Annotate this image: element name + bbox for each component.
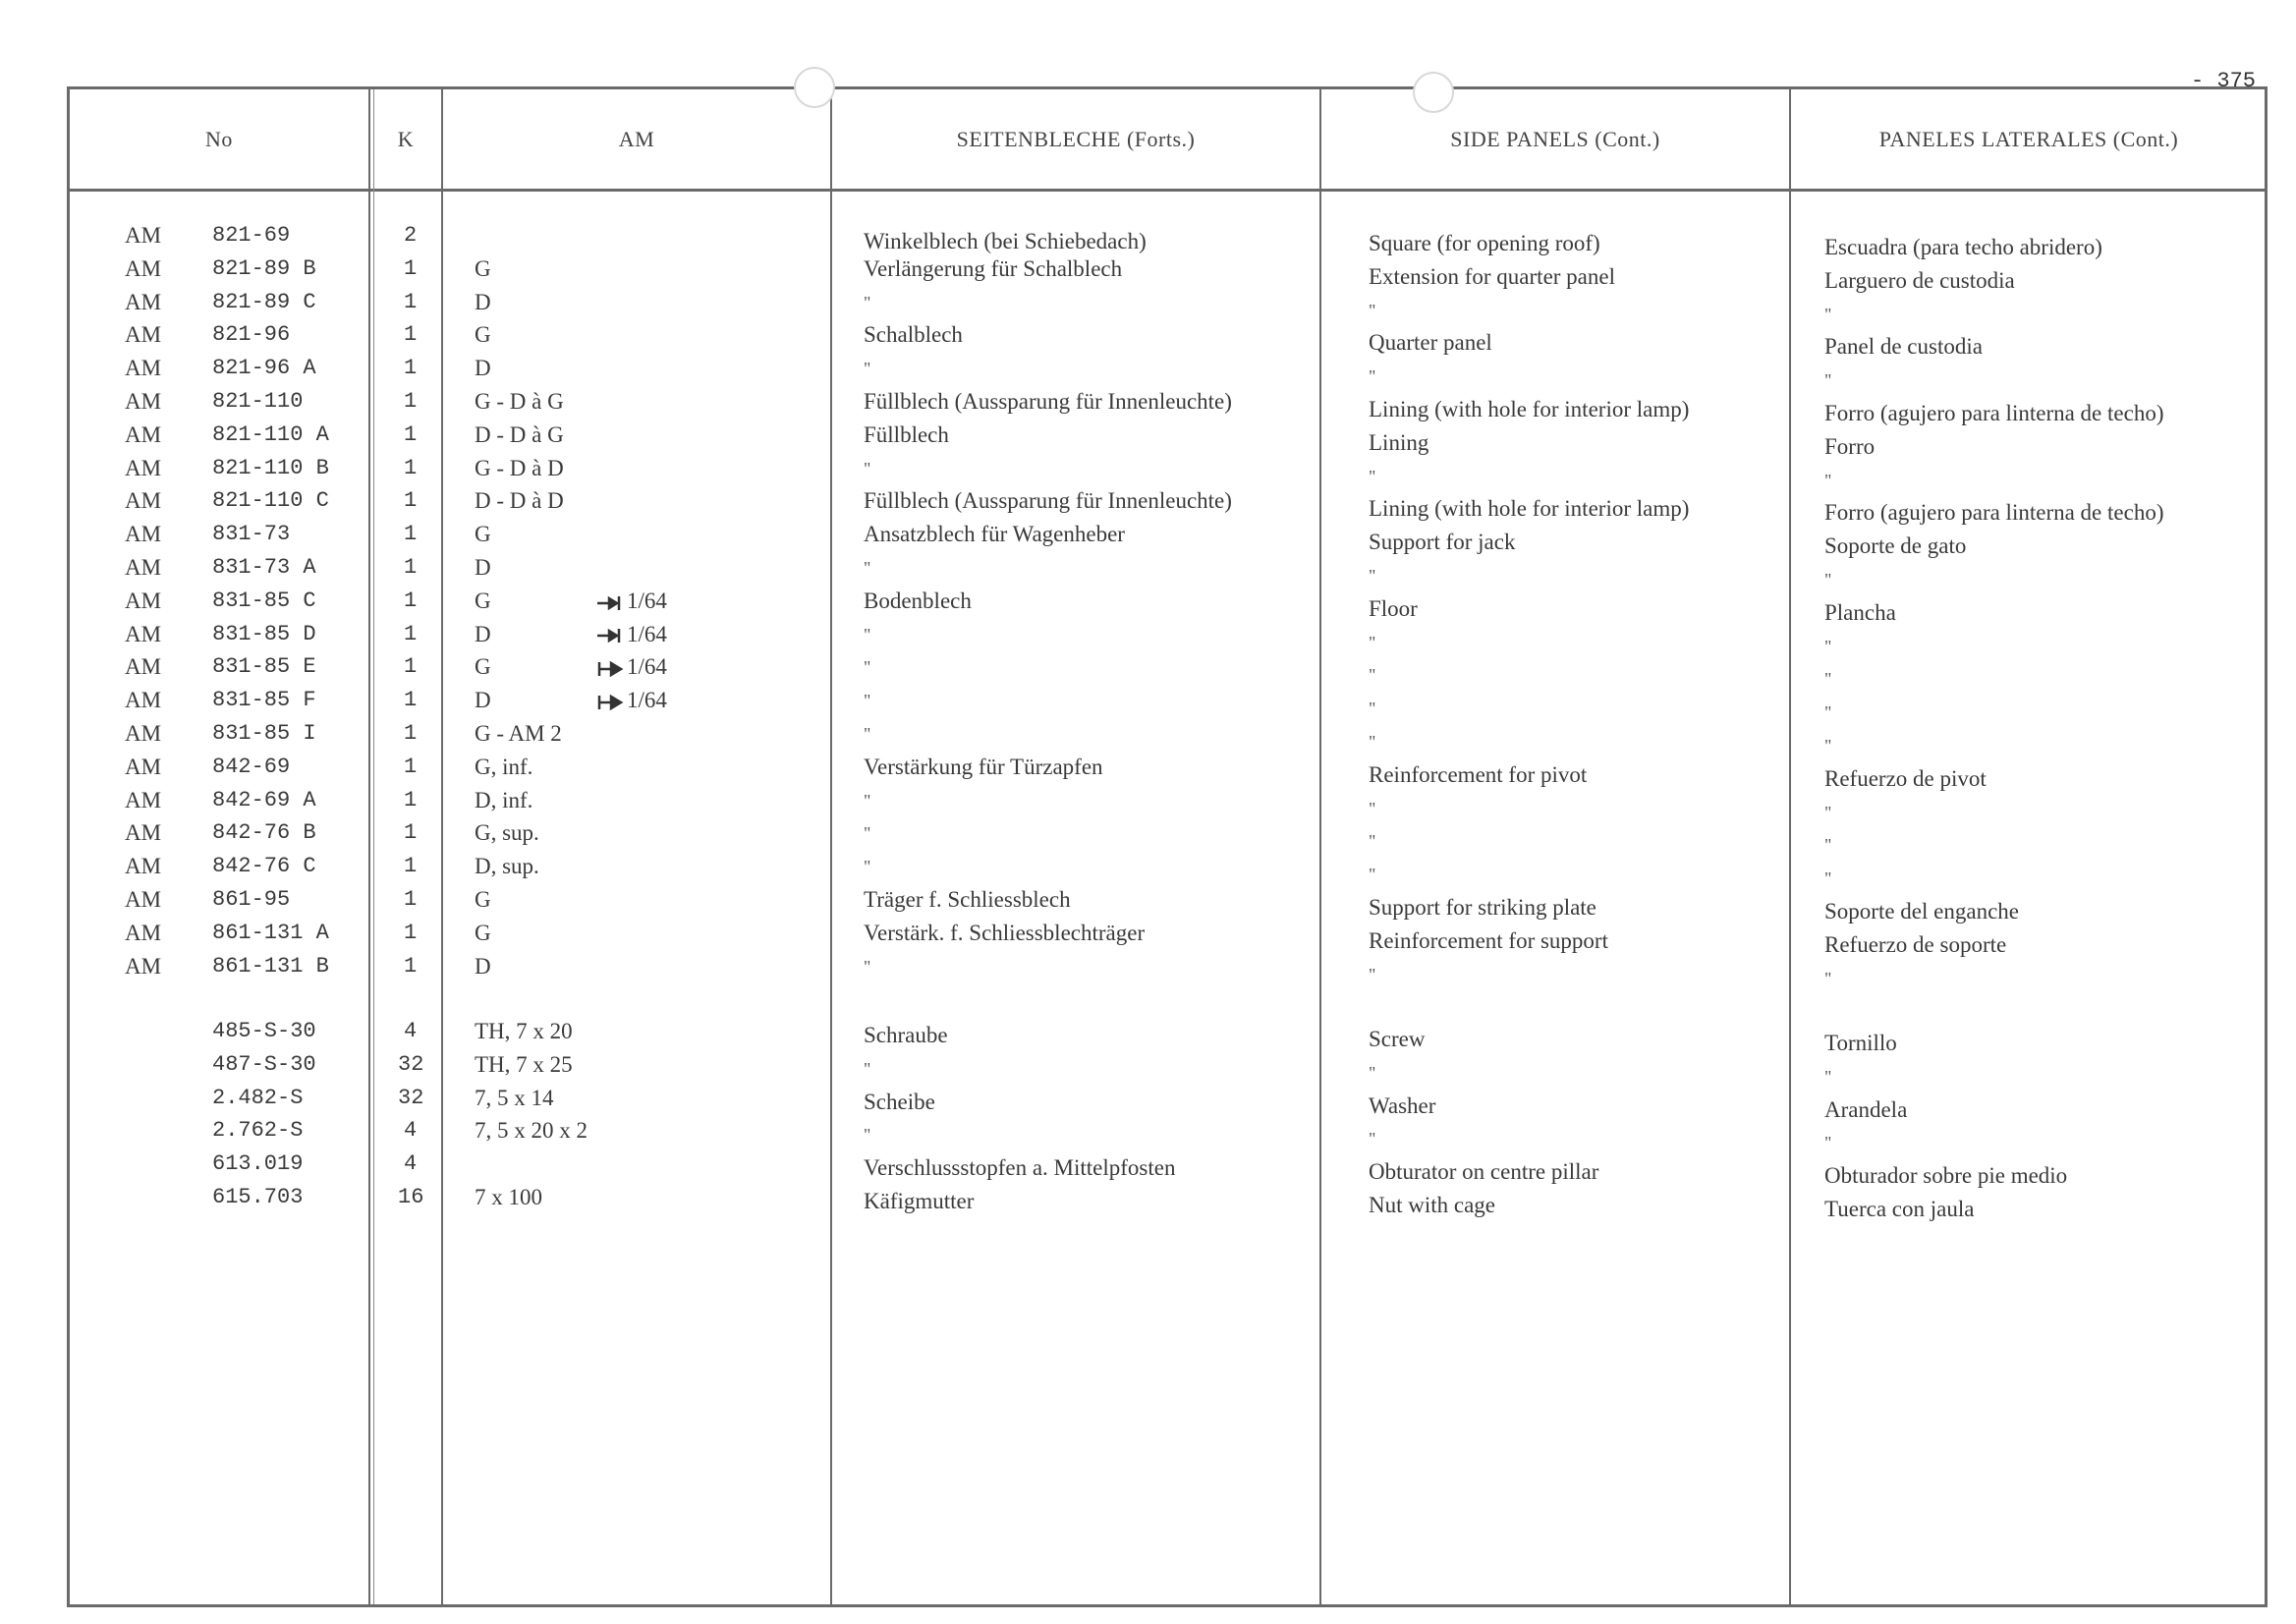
description-german: Füllblech (Aussparung für Innenleuchte) — [864, 389, 1232, 414]
description-english: " — [1369, 798, 1376, 818]
part-number: 615.703 — [212, 1185, 304, 1209]
description-spanish: Arandela — [1824, 1096, 1908, 1122]
quantity: 2 — [404, 223, 418, 248]
description-english: Washer — [1369, 1092, 1436, 1118]
description-spanish: Tuerca con jaula — [1824, 1197, 1975, 1221]
description-english: " — [1369, 466, 1376, 486]
quantity: 1 — [404, 654, 418, 680]
description-english: " — [1369, 732, 1376, 752]
description-spanish: Plancha — [1824, 599, 1896, 625]
quantity: 32 — [398, 1085, 424, 1110]
description-spanish: " — [1824, 570, 1832, 589]
revision-note — [595, 588, 667, 615]
description-spanish: " — [1824, 1066, 1832, 1087]
description-english: Lining (with hole for interior lamp) — [1369, 397, 1690, 421]
quantity: 1 — [404, 854, 418, 879]
column-divider — [368, 89, 370, 1604]
quantity: 1 — [404, 820, 418, 846]
description-spanish: " — [1824, 370, 1832, 391]
row-prefix: AM — [125, 953, 162, 979]
description-german: " — [864, 292, 871, 312]
description-german: Verlängerung für Schalblech — [864, 255, 1123, 281]
column-divider — [441, 89, 443, 1604]
am-variant: G — [475, 255, 491, 281]
description-german: Winkelblech (bei Schiebedach) — [864, 229, 1147, 253]
description-english: " — [1369, 632, 1376, 652]
description-spanish: Larguero de custodia — [1824, 267, 2015, 293]
quantity: 1 — [404, 389, 418, 414]
part-number: 485-S-30 — [212, 1019, 316, 1043]
am-variant: 7 x 100 — [475, 1185, 542, 1209]
part-number: 831-85 F — [212, 688, 316, 713]
description-german: " — [864, 823, 871, 844]
row-prefix: AM — [125, 255, 162, 281]
am-variant: D, inf. — [475, 787, 533, 812]
am-variant: TH, 7 x 25 — [475, 1051, 573, 1077]
row-prefix: AM — [125, 721, 162, 746]
description-english: " — [1369, 366, 1376, 387]
part-number: 821-89 B — [212, 255, 316, 281]
revision-date: 1/64 — [627, 621, 667, 646]
revision-note — [595, 687, 667, 714]
header-k: K — [397, 126, 415, 151]
am-variant: G — [475, 920, 491, 945]
am-variant: D - D à D — [475, 488, 564, 514]
column-divider — [1319, 89, 1321, 1604]
part-number: 487-S-30 — [212, 1051, 316, 1077]
parts-table — [67, 86, 2268, 1607]
description-spanish: Refuerzo de pivot — [1824, 765, 1987, 791]
page-number: - 375 — [2191, 69, 2257, 93]
row-prefix: AM — [125, 588, 162, 613]
description-english: " — [1369, 566, 1376, 586]
punch-hole-right — [1413, 72, 1454, 113]
description-german: " — [864, 724, 871, 744]
quantity: 1 — [404, 721, 418, 746]
description-spanish: " — [1824, 736, 1832, 756]
quantity: 1 — [404, 322, 418, 348]
quantity: 1 — [404, 887, 418, 912]
am-variant: D — [475, 953, 491, 979]
quantity: 1 — [404, 920, 418, 945]
row-prefix: AM — [125, 854, 162, 879]
row-prefix: AM — [125, 920, 162, 945]
from-arrow-icon — [595, 660, 625, 678]
row-prefix: AM — [125, 223, 162, 248]
description-english: " — [1369, 300, 1376, 320]
quantity: 1 — [404, 588, 418, 613]
quantity: 1 — [404, 421, 418, 447]
description-spanish: Obturador sobre pie medio — [1824, 1163, 2068, 1189]
quantity: 1 — [404, 754, 418, 779]
description-german: Füllblech (Aussparung für Innenleuchte) — [864, 488, 1232, 514]
revision-date: 1/64 — [627, 654, 667, 680]
description-german: " — [864, 857, 871, 877]
part-number: 831-73 A — [212, 555, 316, 580]
description-english: Reinforcement for pivot — [1369, 761, 1588, 787]
description-german: " — [864, 458, 871, 478]
description-english: " — [1369, 665, 1376, 686]
quantity: 1 — [404, 455, 418, 480]
description-english: Lining — [1369, 429, 1429, 455]
part-number: 821-89 C — [212, 289, 316, 314]
description-english: Support for striking plate — [1369, 895, 1596, 920]
am-variant: G — [475, 887, 491, 912]
revision-note — [595, 653, 667, 681]
am-variant: D — [475, 356, 491, 381]
am-variant: G, sup. — [475, 820, 539, 846]
am-variant: D — [475, 688, 491, 713]
part-number: 821-110 — [212, 389, 304, 414]
part-number: 613.019 — [212, 1151, 304, 1177]
part-number: 831-73 — [212, 522, 291, 547]
header-divider — [70, 189, 2265, 192]
part-number: 821-110 B — [212, 455, 329, 480]
description-english: Support for jack — [1369, 530, 1516, 555]
am-variant: G - D à D — [475, 455, 564, 480]
row-prefix: AM — [125, 754, 162, 779]
am-variant: D — [475, 289, 491, 314]
description-english: Square (for opening roof) — [1369, 231, 1600, 255]
description-german: Verstärkung für Türzapfen — [864, 754, 1103, 779]
row-prefix: AM — [125, 555, 162, 580]
quantity: 1 — [404, 356, 418, 381]
row-prefix: AM — [125, 455, 162, 480]
part-number: 2.762-S — [212, 1118, 304, 1144]
quantity: 1 — [404, 289, 418, 314]
description-german: " — [864, 558, 871, 578]
description-spanish: " — [1824, 702, 1832, 723]
row-prefix: AM — [125, 322, 162, 348]
part-number: 842-76 B — [212, 820, 316, 846]
row-prefix: AM — [125, 820, 162, 846]
quantity: 1 — [404, 953, 418, 979]
description-english: Reinforcement for support — [1369, 927, 1608, 953]
row-prefix: AM — [125, 522, 162, 547]
am-variant: D, sup. — [475, 854, 539, 879]
revision-note — [595, 621, 667, 648]
quantity: 1 — [404, 621, 418, 646]
part-number: 831-85 E — [212, 654, 316, 680]
part-number: 831-85 D — [212, 621, 316, 646]
description-spanish: " — [1824, 868, 1832, 889]
description-spanish: Forro — [1824, 433, 1876, 459]
description-german: " — [864, 1058, 871, 1079]
quantity: 1 — [404, 255, 418, 281]
revision-date: 1/64 — [627, 588, 667, 613]
description-english: " — [1369, 1062, 1376, 1083]
am-variant: G — [475, 322, 491, 348]
description-german: " — [864, 657, 871, 678]
quantity: 4 — [404, 1019, 418, 1043]
description-spanish: " — [1824, 835, 1832, 856]
description-german: Bodenblech — [864, 588, 972, 613]
description-german: " — [864, 359, 871, 379]
row-prefix: AM — [125, 654, 162, 680]
description-english: Floor — [1369, 595, 1418, 621]
description-spanish: Forro (agujero para linterna de techo) — [1824, 500, 2164, 526]
row-prefix: AM — [125, 688, 162, 713]
part-number: 831-85 I — [212, 721, 316, 746]
description-spanish: Escuadra (para techo abridero) — [1824, 235, 2102, 259]
part-number: 842-69 — [212, 754, 291, 779]
description-spanish: Forro (agujero para linterna de techo) — [1824, 401, 2164, 425]
description-german: Scheibe — [864, 1089, 935, 1114]
description-german: " — [864, 624, 871, 644]
description-german: Käfigmutter — [864, 1189, 975, 1213]
quantity: 1 — [404, 787, 418, 812]
am-variant: 7, 5 x 14 — [475, 1085, 554, 1110]
am-variant: G — [475, 588, 491, 613]
description-spanish: Panel de custodia — [1824, 334, 1983, 360]
description-english: Obturator on centre pillar — [1369, 1159, 1599, 1185]
quantity: 16 — [398, 1185, 424, 1209]
description-spanish: " — [1824, 470, 1832, 490]
description-german: Träger f. Schliessblech — [864, 887, 1071, 912]
from-arrow-icon — [595, 694, 625, 711]
row-prefix: AM — [125, 488, 162, 514]
description-german: Schraube — [864, 1023, 948, 1047]
description-german: " — [864, 790, 871, 811]
description-german: " — [864, 691, 871, 711]
description-german: Verstärk. f. Schliessblechträger — [864, 920, 1146, 945]
description-spanish: " — [1824, 636, 1832, 656]
am-variant: D — [475, 555, 491, 580]
description-spanish: " — [1824, 304, 1832, 324]
part-number: 831-85 C — [212, 588, 316, 613]
description-english: Quarter panel — [1369, 330, 1492, 356]
row-prefix: AM — [125, 887, 162, 912]
am-variant: D — [475, 621, 491, 646]
header-no: No — [205, 126, 233, 151]
am-variant: 7, 5 x 20 x 2 — [475, 1118, 588, 1144]
quantity: 1 — [404, 522, 418, 547]
row-prefix: AM — [125, 421, 162, 447]
description-english: " — [1369, 964, 1376, 984]
part-number: 842-69 A — [212, 787, 316, 812]
description-german: Schalblech — [864, 322, 963, 348]
quantity: 4 — [404, 1151, 418, 1177]
part-number: 861-95 — [212, 887, 291, 912]
description-spanish: Refuerzo de soporte — [1824, 931, 2007, 957]
part-number: 821-96 — [212, 322, 291, 348]
quantity: 1 — [404, 488, 418, 514]
part-number: 861-131 B — [212, 953, 329, 979]
part-number: 842-76 C — [212, 854, 316, 879]
part-number: 821-69 — [212, 223, 291, 248]
description-german: Verschlussstopfen a. Mittelpfosten — [864, 1155, 1176, 1181]
description-spanish: " — [1824, 669, 1832, 690]
row-prefix: AM — [125, 289, 162, 314]
part-number: 821-110 C — [212, 488, 329, 514]
row-prefix: AM — [125, 356, 162, 381]
part-number: 821-96 A — [212, 356, 316, 381]
quantity: 1 — [404, 555, 418, 580]
header-spanish: PANELES LATERALES (Cont.) — [1878, 126, 2179, 151]
description-english: Extension for quarter panel — [1369, 263, 1615, 289]
description-german: " — [864, 1125, 871, 1146]
am-variant: G - D à G — [475, 389, 564, 414]
revision-date: 1/64 — [627, 688, 667, 713]
description-spanish: Soporte del enganche — [1824, 899, 2019, 924]
row-prefix: AM — [125, 389, 162, 414]
am-variant: D - D à G — [475, 421, 564, 447]
part-number: 861-131 A — [212, 920, 329, 945]
am-variant: G — [475, 654, 491, 680]
description-english: " — [1369, 865, 1376, 885]
quantity: 32 — [398, 1051, 424, 1077]
description-english: Nut with cage — [1369, 1193, 1496, 1217]
header-english: SIDE PANELS (Cont.) — [1450, 126, 1660, 151]
row-prefix: AM — [125, 621, 162, 646]
description-german: Ansatzblech für Wagenheber — [864, 522, 1125, 547]
quantity: 1 — [404, 688, 418, 713]
am-variant: G - AM 2 — [475, 721, 562, 746]
quantity: 4 — [404, 1118, 418, 1144]
description-english: Lining (with hole for interior lamp) — [1369, 496, 1690, 522]
am-variant: TH, 7 x 20 — [475, 1019, 573, 1043]
header-am: AM — [618, 126, 655, 151]
description-spanish: Tornillo — [1824, 1031, 1897, 1055]
column-divider — [830, 89, 832, 1604]
description-german: " — [864, 956, 871, 977]
description-spanish: " — [1824, 1133, 1832, 1153]
description-spanish: Soporte de gato — [1824, 533, 1967, 559]
column-divider — [1789, 89, 1791, 1604]
row-prefix: AM — [125, 787, 162, 812]
punch-hole-left — [794, 67, 835, 108]
part-number: 821-110 A — [212, 421, 329, 447]
description-german: Füllblech — [864, 421, 949, 447]
am-variant: G — [475, 522, 491, 547]
am-variant: G, inf. — [475, 754, 533, 779]
until-arrow-icon — [595, 627, 625, 644]
part-number: 2.482-S — [212, 1085, 304, 1110]
header-german: SEITENBLECHE (Forts.) — [956, 126, 1196, 151]
description-english: " — [1369, 831, 1376, 852]
description-spanish: " — [1824, 802, 1832, 822]
description-english: Screw — [1369, 1027, 1426, 1051]
description-english: " — [1369, 1129, 1376, 1149]
description-spanish: " — [1824, 968, 1832, 988]
until-arrow-icon — [595, 594, 625, 612]
description-english: " — [1369, 699, 1376, 719]
